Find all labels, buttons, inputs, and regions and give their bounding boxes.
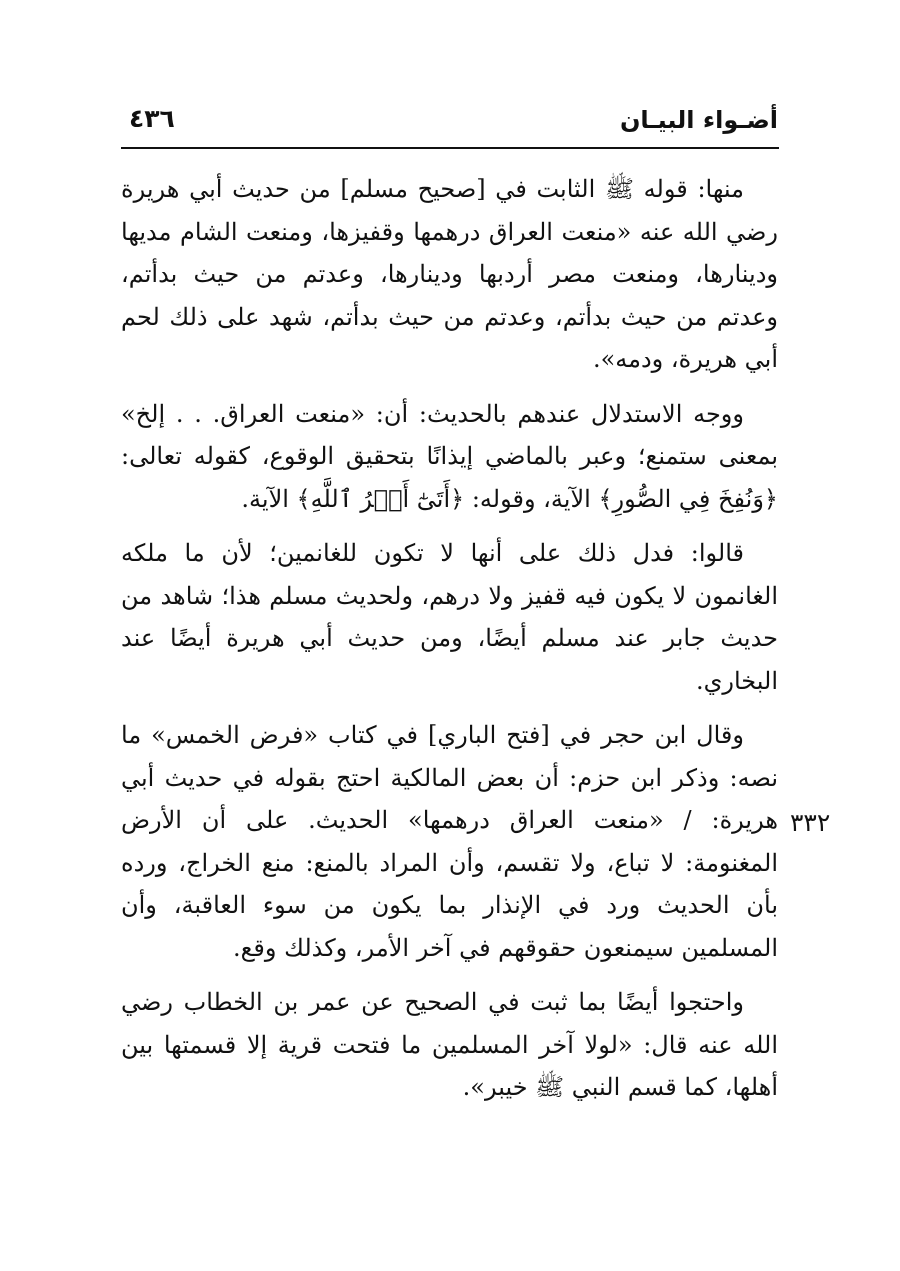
page-number: ٤٣٦ [129,104,175,133]
header-rule [121,147,779,149]
paragraph-1: منها: قوله ﷺ الثابت في [صحيح مسلم] من حديث أبي هريرة رضي الله عنه «منعت العراق درهمها وقفيزها، ومنعت الشام مديها ودينارها، ومنعت مصر أردبها ودينارها، وعدتم من حيث بدأتم، وعدتم من حيث بدأتم، وعدتم من حيث بدأتم، شهد على ذلك لحم أبي هريرة، ودمه». [121,175,778,373]
paragraph-5: واحتجوا أيضًا بما ثبت في الصحيح عن عمر بن الخطاب رضي الله عنه قال: «لولا آخر المسلمين ما فتحت قرية إلا قسمتها بين أهلها، كما قسم النبي ﷺ خيبر». [121,988,778,1101]
page-body [121,168,778,1121]
margin-page-marker: ٣٣٢ [790,808,831,837]
paragraph-3: قالوا: فدل ذلك على أنها لا تكون للغانمين؛ لأن ما ملكه الغانمون لا يكون فيه قفيز ولا درهم، ولحديث مسلم هذا؛ شاهد من حديث جابر عند مسلم أيضًا، ومن حديث أبي هريرة أيضًا عند البخاري. [121,539,778,695]
running-header [121,100,778,146]
paragraph-4: وقال ابن حجر في [فتح الباري] في كتاب «فرض الخمس» ما نصه: وذكر ابن حزم: أن بعض المالكية احتج بقوله في حديث أبي هريرة: / «منعت العراق درهمها» الحديث. على أن الأرض المغنومة: لا تباع، ولا تقسم، وأن المراد بالمنع: منع الخراج، ورده بأن الحديث ورد في الإنذار بما يكون من سوء العاقبة، وأن المسلمين سيمنعون حقوقهم في آخر الأمر، وكذلك وقع. [121,721,778,962]
book-title: أضـواء البيـان [619,106,778,134]
paragraph-2: ووجه الاستدلال عندهم بالحديث: أن: «منعت العراق. . . إلخ» بمعنى ستمنع؛ وعبر بالماضي إيذانًا بتحقيق الوقوع، كقوله تعالى: ﴿وَنُفِخَ فِي الصُّورِ﴾ الآية، وقوله: ﴿أَتَىٰٓ أَمۡرُ ٱللَّهِ﴾ الآية. [121,399,778,513]
